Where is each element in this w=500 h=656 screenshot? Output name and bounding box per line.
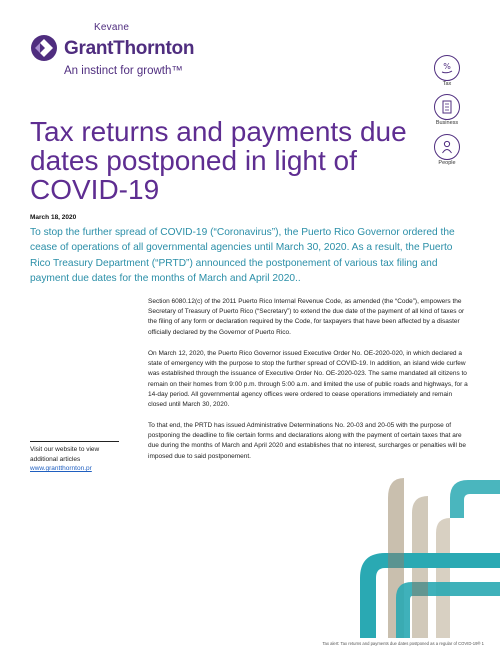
business-label: Business xyxy=(435,120,459,126)
logo-tagline: An instinct for growth™ xyxy=(64,65,183,77)
body-paragraph-2: On March 12, 2020, the Puerto Rico Governor issued Executive Order No. OE-2020-020, in which declared a state of emergency with the purpose to stop the further spread of COVID-19. In addition, an island wide curfew was established through the issuance of Executive Order No. OE-2020-023. The same mandated all citizens to remain on their homes from 9:00 p.m. through 5:00 a.m. and limited the use of public roads and highways, for a 14-day period. All governmental agency offices were ordered to cease operations immediately and remain closed until March 30, 2020. xyxy=(148,350,468,409)
sidebar-line-2: additional articles xyxy=(30,455,81,463)
decorative-ribbon-graphic xyxy=(300,458,500,638)
logo-name: GrantThornton xyxy=(64,38,195,59)
sidebar-divider xyxy=(30,441,119,442)
body-paragraph-3: To that end, the PRTD has issued Administrative Determinations No. 20-03 and 20-05 with the purpose of postponing the deadline to file certain forms and declarations along with the payment of certain taxes that are due during the months of March and April 2020 and establishes that no interest, surcharges or penalties will be imposed due to said postponement. xyxy=(148,422,466,460)
tax-icon-group xyxy=(427,55,467,87)
percent-hand-icon xyxy=(434,55,460,81)
grant-thornton-logo xyxy=(30,22,200,112)
publish-date: March 18, 2020 xyxy=(30,214,77,221)
people-label: People xyxy=(438,160,456,166)
logo-kevane: Kevane xyxy=(94,22,130,33)
sidebar-line-1: Visit our website to view xyxy=(30,446,100,453)
sidebar-note xyxy=(30,445,130,474)
website-link[interactable]: www.grantthornton.pr xyxy=(30,465,92,473)
lead-paragraph: To stop the further spread of COVID-19 (“Coronavirus”), the Puerto Rico Governor ordered the cease of operations of all governmental agencies until March 30, 2020. As a result, the Puerto Rico Treasury Department (“PRTD”) announced the postponement of various tax filing and payment due dates for the months of March and April 2020.. xyxy=(30,227,455,285)
svg-text:%: % xyxy=(443,62,451,71)
tax-label: Tax xyxy=(442,81,452,87)
body-paragraph-1: Section 6080.12(c) of the 2011 Puerto Rico Internal Revenue Code, as amended (the “Code”), empowers the Secretary of Treasury of Puerto Rico (“Secretary”) to extend the due date of the payment of all kind of taxes or the filing of any form or declaration required by the Code, for taxpayers that have been affected by a disaster officially declared by the Governor of Puerto Rico. xyxy=(148,298,465,336)
grant-thornton-mark-icon xyxy=(30,34,58,62)
page-title: Tax returns and payments due dates postponed in light of COVID-19 xyxy=(30,116,407,205)
footer-text: Tax alert: Tax returns and payments due dates postponed as a regular of COVID-19® 1 xyxy=(322,641,484,646)
